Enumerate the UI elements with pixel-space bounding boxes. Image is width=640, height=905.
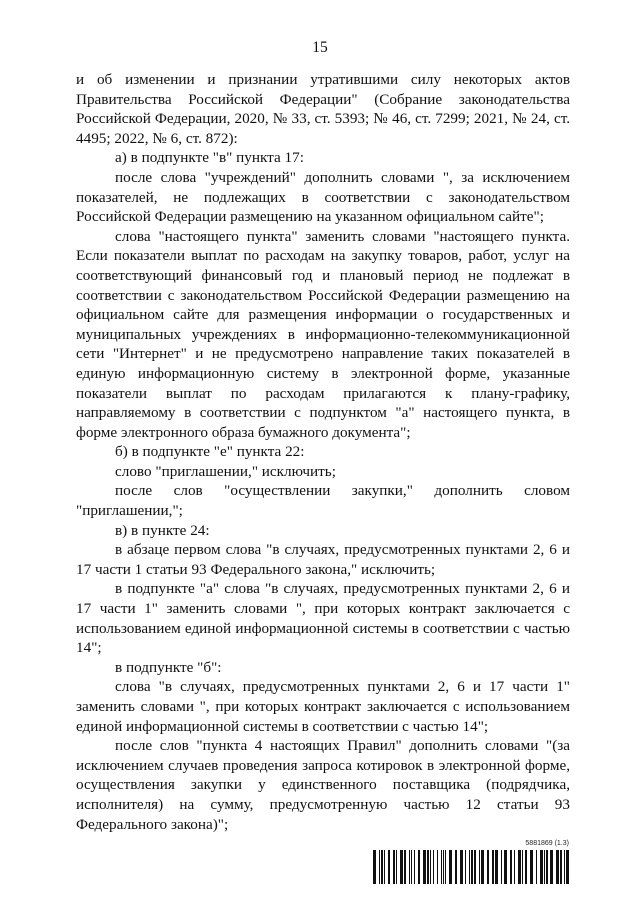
barcode-bar	[465, 850, 466, 884]
barcode-image	[373, 850, 569, 884]
barcode-bar	[379, 850, 380, 884]
paragraph: после слова "учреждений" дополнить словами ", за исключением показателей, не подлежащих в соответствии с законодательством Российской Федерации размещению на указанном официальном сайте";	[76, 168, 570, 226]
barcode-bar	[492, 850, 494, 884]
barcode-bar	[560, 850, 562, 884]
barcode-bar	[427, 850, 429, 884]
barcode-bar	[518, 850, 521, 884]
barcode-bar	[396, 850, 397, 884]
barcode-bar	[469, 850, 470, 884]
barcode-bar	[441, 850, 442, 884]
barcode-bar	[430, 850, 431, 884]
barcode-bar	[522, 850, 523, 884]
paragraph: после слов "пункта 4 настоящих Правил" дополнить словами "(за исключением случаев проведения запроса котировок в электронной форме, осуществления закупки у единственного поставщика (подрядчика, исполнителя) на сумму, предусмотренную частью 12 статьи 93 Федерального закона)";	[76, 737, 570, 833]
barcode-bar	[487, 850, 489, 884]
barcode-bar	[443, 850, 444, 884]
barcode-bar	[414, 850, 415, 884]
barcode-bar	[564, 850, 565, 884]
barcode-bar	[566, 850, 569, 884]
paragraph: слово "приглашении," исключить;	[115, 462, 336, 480]
barcode-bar	[514, 850, 515, 884]
barcode-bar	[373, 850, 376, 884]
barcode-bar	[525, 850, 527, 884]
barcode-bar	[479, 850, 480, 884]
barcode-caption: 5881869 (1.3)	[525, 840, 569, 847]
barcode-bar	[540, 850, 543, 884]
barcode-bar	[423, 850, 426, 884]
barcode-bar	[411, 850, 412, 884]
barcode-bar	[455, 850, 457, 884]
paragraph: б) в подпункте "е" пункта 22:	[115, 443, 305, 461]
barcode-bar	[550, 850, 553, 884]
page-number: 15	[312, 39, 328, 56]
barcode-bar	[536, 850, 537, 884]
barcode-bar	[556, 850, 559, 884]
barcode-bar	[530, 850, 533, 884]
paragraph: слова "настоящего пункта" заменить словами "настоящего пункта. Если показатели выплат по расходам на закупку товаров, работ, услуг на соответствующий финансовый год и плановый период не подлежат в соответствии с законодательством Российской Федерации размещению на официальном сайте для размещения информации о государственных и муниципальных учреждениях в информационно-телекоммуникационной сети "Интернет" и не предусмотрено направление таких показателей в единую информационную систему в электронной форме, указанные показатели выплат по расходам прилагаются к плану-графику, направляемому в соответствии с подпунктом "а" настоящего пункта, в форме электронного образа бумажного документа";	[76, 227, 570, 441]
barcode-bar	[437, 850, 438, 884]
paragraph: и об изменении и признании утратившими силу некоторых актов Правительства Российской Федерации" (Собрание законодательства Российской Федерации, 2020, № 33, ст. 5393; № 46, ст. 7299; 2021, № 24, ст. 4495; 2022, № 6, ст. 872):	[76, 71, 570, 147]
barcode-bar	[449, 850, 452, 884]
barcode-bar	[433, 850, 434, 884]
barcode-bar	[495, 850, 498, 884]
paragraph: в подпункте "а" слова "в случаях, предусмотренных пунктами 2, 6 и 17 части 1" заменить словами ", при которых контракт заключается с использованием единой информационной системы в соответствии с частью 14";	[76, 580, 570, 657]
barcode-block	[373, 840, 569, 886]
paragraph: в) в пункте 24:	[115, 521, 210, 539]
barcode-bar	[510, 850, 512, 884]
barcode-bar	[481, 850, 484, 884]
barcode-bar	[460, 850, 463, 884]
paragraph: а) в подпункте "в" пункта 17:	[115, 149, 304, 167]
barcode-bar	[501, 850, 502, 884]
barcode-bar	[409, 850, 410, 884]
barcode-bar	[504, 850, 507, 884]
barcode-bar	[384, 850, 385, 884]
paragraph: слова "в случаях, предусмотренных пунктами 2, 6 и 17 части 1" заменить словами ", при которых контракт заключается с использованием единой информационной системы в соответствии с частью 14";	[76, 678, 570, 735]
barcode-bar	[546, 850, 548, 884]
barcode-bar	[471, 850, 473, 884]
barcode-bar	[381, 850, 383, 884]
barcode-bar	[418, 850, 420, 884]
barcode-bar	[474, 850, 476, 884]
paragraph: после слов "осуществлении закупки," дополнить словом "приглашении,";	[76, 482, 570, 520]
barcode-bar	[388, 850, 390, 884]
barcode-bar	[404, 850, 406, 884]
barcode-bar	[445, 850, 446, 884]
paragraph: в абзаце первом слова "в случаях, предусмотренных пунктами 2, 6 и 17 части 1 статьи 93 Федерального закона," исключить;	[76, 541, 570, 578]
barcode-bar	[393, 850, 395, 884]
barcode-bar	[544, 850, 545, 884]
barcode-bar	[400, 850, 403, 884]
paragraph: в подпункте "б":	[115, 658, 222, 676]
document-body	[76, 70, 570, 834]
